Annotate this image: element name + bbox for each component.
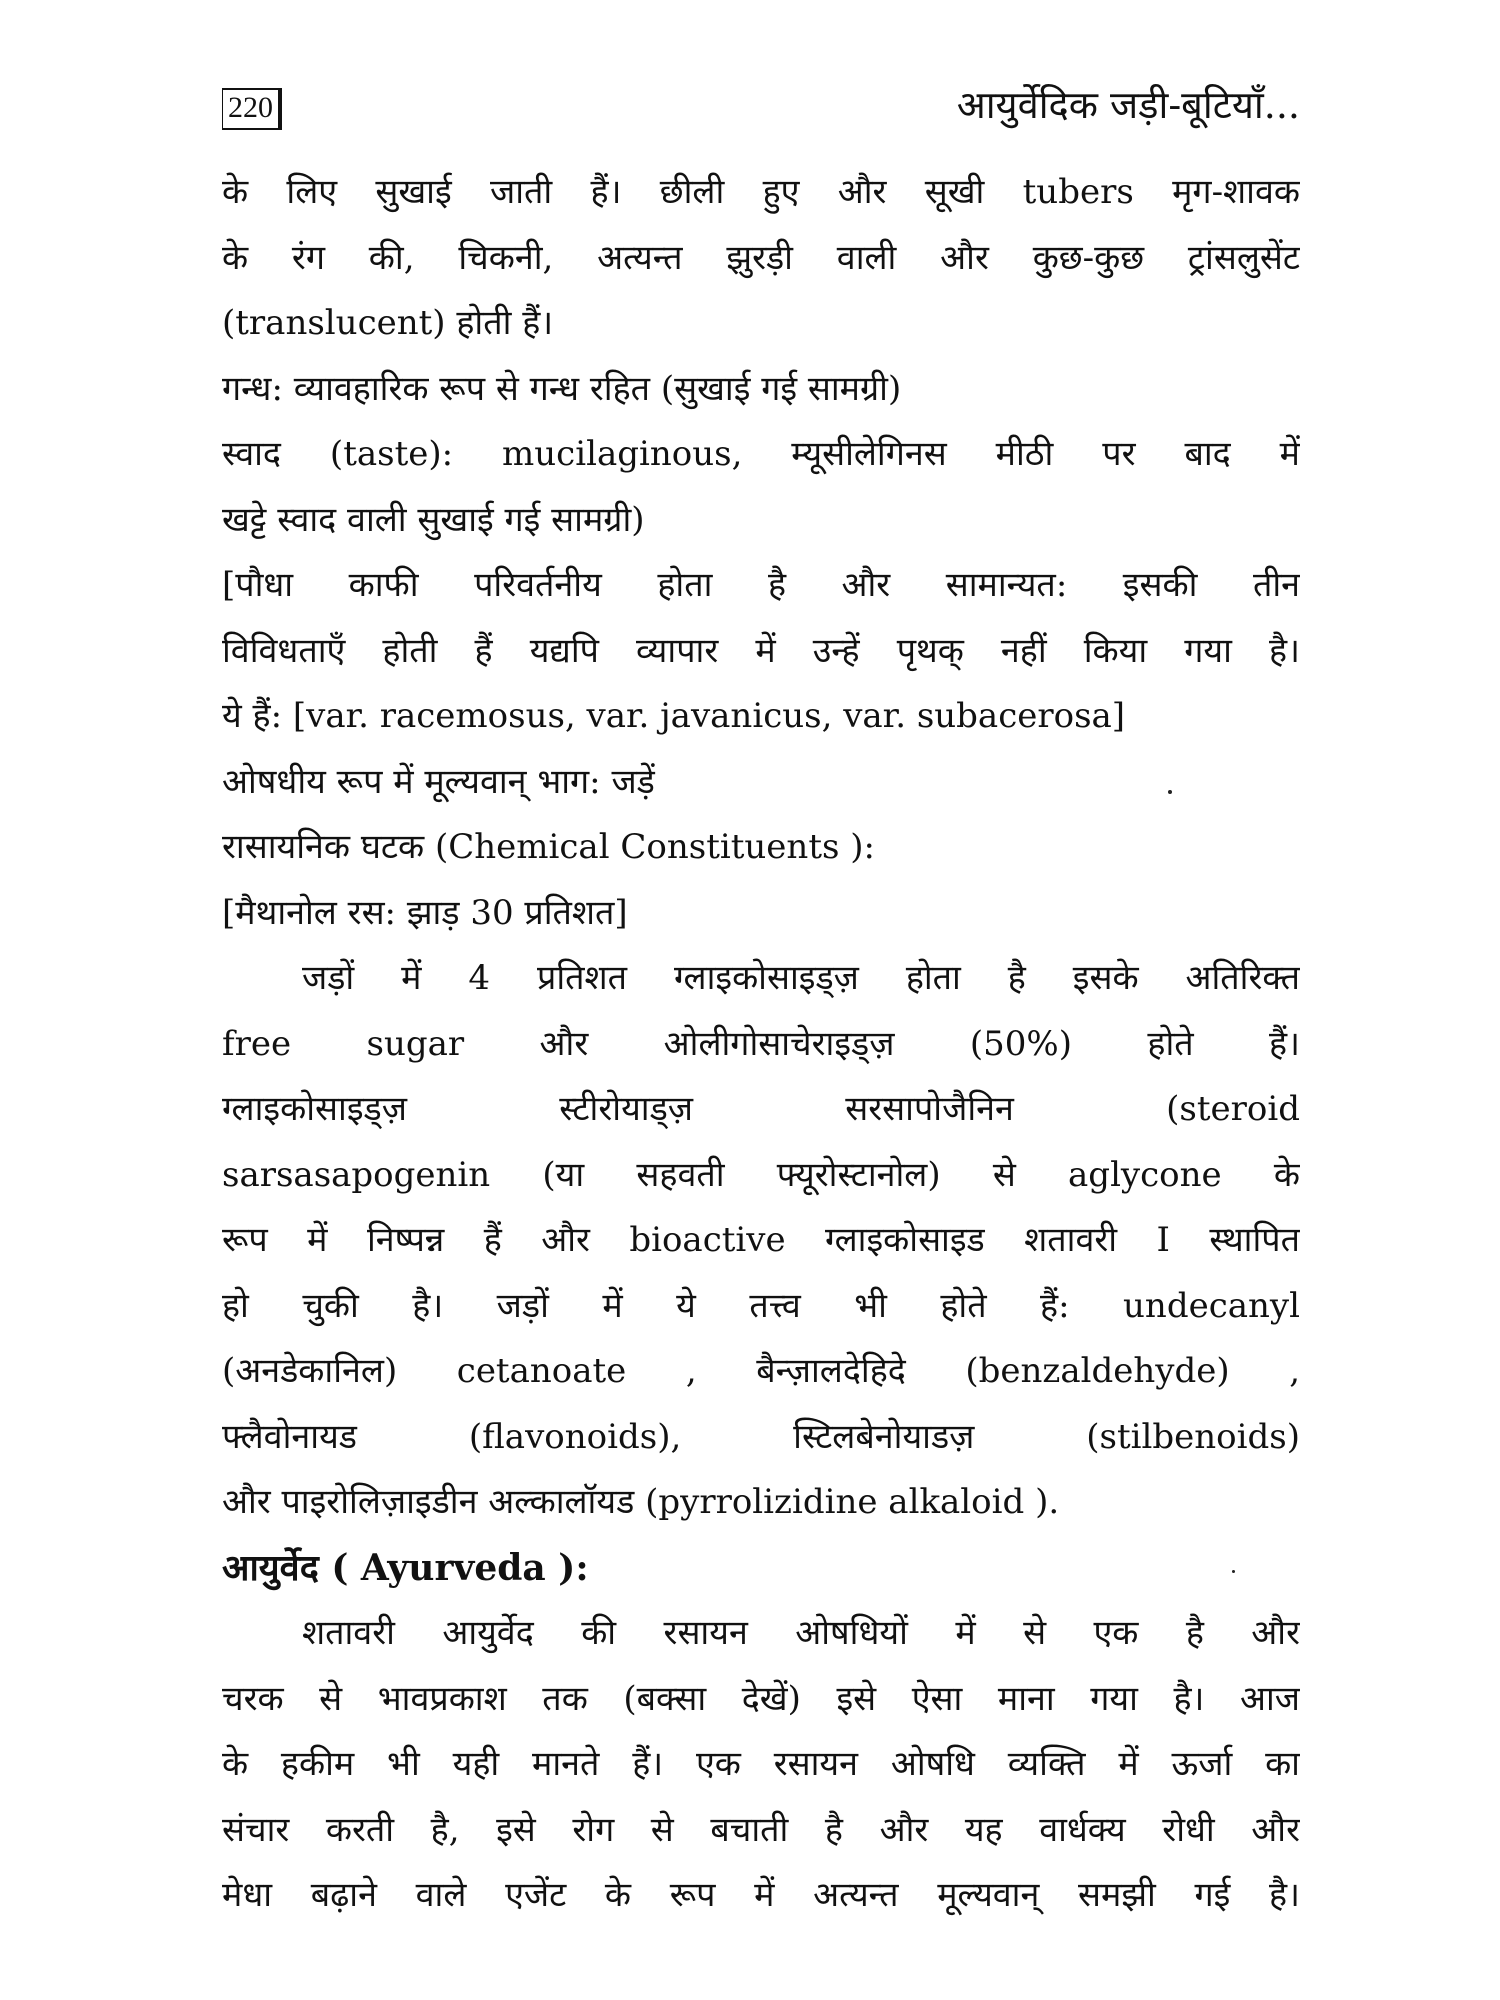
text-line: चरक से भावप्रकाश तक (बक्सा देखें) इसे ऐसा माना गया है। आज (222, 1678, 1300, 1719)
text-line: रासायनिक घटक (Chemical Constituents ): (222, 827, 875, 867)
text-line: संचार करती है, इसे रोग से बचाती है और यह वार्धक्य रोधी और (222, 1809, 1300, 1850)
text-line: ये हैं: [var. racemosus, var. javanicus, var. subacerosa] (222, 696, 1126, 736)
text-line: जड़ों में 4 प्रतिशत ग्लाइकोसाइड्ज़ होता है इसके अतिरिक्त (302, 958, 1300, 998)
text-line: मेधा बढ़ाने वाले एजेंट के रूप में अत्यन्त मूल्यवान् समझी गई है। (222, 1875, 1300, 1915)
running-header-title: आयुर्वेदिक जड़ी-बूटियाँ... (956, 83, 1300, 127)
text-line: sarsasapogenin (या सहवती फ्यूरोस्टानोल) से aglycone के (222, 1154, 1300, 1195)
text-line: खट्टे स्वाद वाली सुखाई गई सामग्री) (222, 499, 645, 540)
text-line: (translucent) होती हैं। (222, 303, 554, 343)
text-line: स्वाद (taste): mucilaginous, म्यूसीलेगिनस मीठी पर बाद में (222, 434, 1300, 474)
text-line: हो चुकी है। जड़ों में ये तत्त्व भी होते हैं: undecanyl (222, 1285, 1300, 1326)
text-line: के रंग की, चिकनी, अत्यन्त झुरड़ी वाली और कुछ-कुछ ट्रांसलुसेंट (222, 237, 1300, 278)
text-line: free sugar और ओलीगोसाचेराइड्ज़ (50%) होते हैं। (222, 1023, 1300, 1064)
text-line: और पाइरोलिज़ाइडीन अल्कालॉयड (pyrrolizidine alkaloid ). (222, 1482, 1060, 1522)
text-line: ओषधीय रूप में मूल्यवान् भाग: जड़ें (222, 761, 655, 802)
text-line: शतावरी आयुर्वेद की रसायन ओषधियों में से एक है और (302, 1613, 1300, 1653)
text-line: [पौधा काफी परिवर्तनीय होता है और सामान्यत: इसकी तीन (222, 565, 1300, 605)
text-line: [मैथानोल रस: झाड़ 30 प्रतिशत] (222, 892, 628, 933)
stray-ink-mark (1168, 790, 1172, 794)
stray-ink-mark (1232, 1570, 1235, 1573)
text-line: के हकीम भी यही मानते हैं। एक रसायन ओषधि व्यक्ति में ऊर्जा का (222, 1744, 1300, 1784)
text-line: के लिए सुखाई जाती हैं। छीली हुए और सूखी tubers मृग-शावक (222, 172, 1300, 212)
text-line: फ्लैवोनायड (flavonoids), स्टिलबेनोयाडज़ (stilbenoids) (222, 1416, 1300, 1457)
text-line: ग्लाइकोसाइड्ज़ स्टीरोयाड्ज़ सरसापोजैनिन (steroid (222, 1089, 1300, 1129)
text-line: (अनडेकानिल) cetanoate , बैन्ज़ालदेहिदे (benzaldehyde) , (222, 1351, 1300, 1391)
text-line: रूप में निष्पन्न हैं और bioactive ग्लाइकोसाइड शतावरी I स्थापित (222, 1220, 1300, 1260)
text-line: गन्ध: व्यावहारिक रूप से गन्ध रहित (सुखाई गई सामग्री) (222, 368, 902, 409)
text-line: विविधताएँ होती हैं यद्यपि व्यापार में उन्हें पृथक् नहीं किया गया है। (222, 630, 1300, 671)
section-heading: आयुर्वेद ( Ayurveda ): (222, 1546, 589, 1589)
page-number: 220 (222, 88, 282, 130)
body-text (222, 160, 1300, 1929)
